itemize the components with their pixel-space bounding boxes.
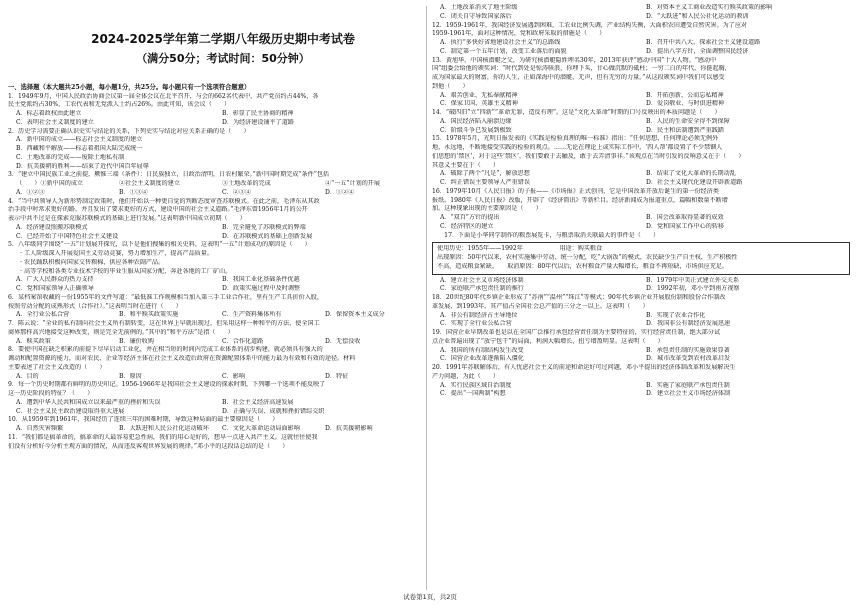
answer-option: D．城市改革受到农村改革启发 [646,355,731,363]
answer-option: B．实现了农业合作化 [646,311,706,319]
question-line: 6．某档案馆收藏的一份1955年的文件写道：“最低准工作规模相当加入第三手工业合作社，里有生产工具折价入股， [8,293,323,301]
answer-option: B．对资本主义工商业改造实行赎买政策的影响 [646,4,773,11]
question-line: 4．“当中共领导人为新形势制定政策时，他们开始以一种更自觉的判断态度审查苏联模式。在此之前，毛泽东从其政 [8,197,320,205]
answer-options-row [432,4,852,13]
answer-option: D．特征 [325,372,349,380]
answer-option: C．②③④ [222,188,252,196]
answer-options-row [432,347,852,356]
answer-option: A．我国的所有制结构发生改变 [440,346,524,354]
answer-options-row [8,145,428,154]
answer-option: D．爱岗敬业、与时俱进精神 [646,100,725,108]
answer-option: A．实行民族区域自治制度 [440,381,512,389]
answer-option: A．建立社会主义市场经济体制 [440,276,524,284]
answer-option: C．经济特区的建立 [440,222,494,230]
question-line: 3．“建立中国民族工业之前提，厥惟三端（条件）：日民族独立，日政治清明，日农村繁荣。”新中国时期完成“条件”包括 [8,171,330,179]
question-line: 们思想的‘禁区’，对于这些‘禁区’，我们要敢于去触及，敢于去弄清事非。”该观点在当时引发的反响意义在于（ ） [432,152,745,160]
answer-option: C．已经开始了中国特色社会主义建设 [16,232,119,240]
answer-options-row [8,189,428,198]
answer-options-row [432,390,852,399]
answer-option: A．艰苦创业、无私奉献精神 [440,91,518,99]
answer-option: D．1992年初，邓小平到南方视察 [646,285,740,293]
answer-option: B．和平赎买政策实施 [119,311,179,319]
answer-option: B．开拓创新、公而忘私精神 [646,91,724,99]
history-label: 使用历史： [437,245,468,253]
answer-options-row [8,163,428,172]
answer-option: C．国营企业改革逐渐陷入僵化 [440,355,524,363]
question-line: 这一历史阶段的特征？（ ） [8,390,94,398]
question-line: 们没有分析好今分析主观方面的情况，从而违反客观世界发展的规律。”邓小平的这段话总结的是（ ） [8,442,289,450]
page-footer: 试卷第1页，共2页 [403,593,457,601]
question-line: 表示中共不过是在探索克服苏联模式的基础上进行发展。”这表明新中国成立初期（ ） [8,215,246,223]
answer-option: C．文化大革命运动局面影响 [222,425,300,433]
answer-options-row [432,127,852,136]
answer-options-row [8,408,428,417]
right-question-list [432,4,852,240]
answer-option: C．党和国家领导人正确领导 [16,285,94,293]
answer-option: D．政策实施过程中及时调整 [222,285,301,293]
answer-option: B．大跃进和人民公社化运动破坏 [119,425,209,433]
grain-ticket-card [432,242,850,274]
question-line: 商界那样高兴地接受这种改变，则是完全无前例的。”其中的“和平方法”是指（ ） [8,328,234,336]
answer-options-row [432,118,852,127]
answer-option: D．社会主义现代化建设开辟新道路 [646,179,743,186]
answer-option: D．抗美援朝的胜利——结束了近代中国百年屈辱 [16,162,149,170]
answer-option: D．在苏联模式的基础上创新发展 [222,232,313,240]
question-line: · 高等学校和各类专业技术学校的毕业生服从国家分配，奔赴各地的工厂矿山。 [8,267,232,275]
use-label: 用途： [559,245,578,253]
answer-option: C．阶级斗争已发展到极致 [440,126,512,134]
answer-option: A．全行业公私合营 [16,311,70,319]
question-line: 17．下面是小华同学制作的粮票展览卡，与粮票取消关联最大的事件是（ ） [432,231,660,239]
question-line: 1959-1961年，面对这种情况，党和政府采取的措施是（ ） [432,30,606,38]
answer-option: D．抗美援朝影响 [325,425,373,433]
question-line: · 农民踊跃积极向国家交售粮棉，供应各种农副产品。 [8,258,165,266]
answer-option: A．国民经济陷入崩溃边缘 [440,117,512,125]
answer-option [222,163,428,172]
answer-option: A．非公有制经济占主导地位 [440,311,518,319]
left-question-list [8,93,428,452]
answer-option: C．家庭联产承包责任制的推行 [440,285,524,293]
answer-options-row [432,92,852,101]
history-value: 1955年——1992年 [467,245,523,253]
answer-option: A．土地改革消灭了地主阶级 [440,4,518,11]
answer-option: B．原因 [119,372,142,380]
question-line: 18．20世纪80年代乡镇企业形成了“苏南”“温州”“珠江”等模式；90年代乡镇企业开展股份制和股份合作制改 [432,294,726,301]
question-line: 8．要使中国在缺乏积累的前提下尽早启动工业化，并在相当短的时间内完成工业体系的初步构建，就必须具有强大的 [8,346,323,354]
answer-options-row [8,276,428,285]
answer-options-row [8,338,428,347]
question-line: 地，永远地，不断地接受实践的检验的观点。……无论在理论上或实际工作中，‘四人帮’都设置了不少禁锢人 [432,144,723,151]
grain-ticket-line-2: 不高，造成粮食紧缺。 取消原因：80年代以后，农村粮食产量大幅增长，粮食不再短缺，市场供应充足。 [437,262,729,270]
question-line: 其意义主要在于（ ） [432,161,500,169]
answer-option: A．遭到中华人民共和国成立以来最严重的挫折和失误 [16,398,161,406]
answer-option: D．“大跃进”和人民公社化运动的教训 [646,12,749,20]
answer-options-row [8,119,428,128]
answer-option: B．结束了文化大革命的长期动乱 [646,170,736,178]
answer-option: B．①③④ [119,188,148,196]
answer-option: D．无偿没收 [325,337,361,345]
answer-option: ④“一五”计划的开展 [325,180,380,188]
question-line: 15．1978年5月，光明日报发表的《实践是检验真理的唯一标准》指出：“任何思想，任何理论必须无例外 [432,135,719,143]
answer-option: A．赎买政策 [16,337,51,345]
answer-option: D．提出八字方针，全面调整国民经济 [646,47,749,55]
answer-option: C．制定第一个五年计划，改变工业落后的面貌 [440,47,567,55]
answer-option: C．影响 [222,372,245,380]
answer-option: ②社会主义制度的建立 [119,180,180,188]
answer-options-row [8,233,428,242]
answer-option: D．①②④ [325,188,355,196]
answer-option: D．建立社会主义市场经济体制 [646,390,731,398]
question-line: 19．国营企业早期改革也是以在全国广泛推行承包经营责任制为主要特征的，实行经营责任制，绝大部分试 [432,329,721,336]
answer-options-row [8,399,428,408]
answer-option: A．自然灾害频繁 [16,425,64,433]
use-value: 购买粮食 [577,245,603,253]
question-line: 产力问题，为此（ ） [432,372,500,380]
left-question-flow [8,84,428,451]
answer-option: A．执行“多快好省地建设社会主义”的总路线 [440,39,561,46]
question-line: 13．黄旭华，中国核潜艇之父，为研究核潜艇隐姓埋名30年，2013年获评“感动中国”十大人物。“感动中 [432,56,717,64]
answer-option: C．生产资料集体所有 [222,311,282,319]
answer-option: B．1979年中美正式建立外交关系 [646,276,740,284]
answer-options-row [432,355,852,364]
left-column [8,0,428,590]
answer-option: B．承包责任制的实施效果显著 [646,346,730,354]
answer-option: B．完全避免了苏联模式的弊端 [222,223,306,231]
answer-options-row [8,224,428,233]
answer-option: C．闭关自守导致国家落后 [440,12,512,20]
answer-option: A．经济建设照搬苏联模式 [16,223,88,231]
question-line: 国”组委会给他的颁奖词：“时代到处是惊涛骇浪，你埋下头，甘心做沉默的砥柱；一穷二白的年代，你挺起胸， [432,65,731,73]
answer-options-row [432,382,852,391]
question-line: · 工人阶级深入开展爱国主义劳动竞赛，努力增加生产，提高产品质量。 [8,250,213,258]
right-question-flow [432,4,852,399]
answer-option: B．彰显了民主协商的精神 [222,110,294,118]
answer-option: B．国会改革取得显著的成效 [646,214,724,221]
answer-option: D．我国非公有制经济发展迅速 [646,320,731,328]
question-line: 16．1979年10月《人民日报》的子报——《市场报》正式创刊，它是中国改革开放后诞生的第一份经济类 [432,187,719,195]
answer-option: D．正确与失误、成就和挫折错综交织 [222,407,325,415]
right-question-list-2 [432,277,852,400]
answer-option: C．表明社会主义制度的建立 [16,118,94,126]
question-line: 2．历史学习需要正确认识史实与结论的关系，下列史实与结论对应关系正确的是（ ） [8,127,250,135]
answer-option: D．党和国家工作中心的转移 [646,222,725,230]
answer-option: A．破除了两个“凡是”，解放思想 [440,170,530,178]
answer-options-row [432,320,852,329]
answer-option: B．召开中共八大，探索社会主义建设道路 [646,39,761,46]
answer-option: ③土地改革的完成 [222,180,271,188]
question-line: 加。这种现象出现的主要原因是（ ） [432,205,542,213]
answer-option [222,154,428,163]
answer-options-row [8,285,428,294]
answer-options-row [8,311,428,320]
question-line: 成为国家最大的财富，你的人生，正如深海中的潜艇，无声，但有无穷的力量。”从这段颁奖词中我们可以感受 [432,74,725,81]
grain-ticket-line-1: 出现原因：50年代以来，农村实施集中劳动、统一分配，吃“大锅饭”的模式，农民缺少生产自主权，生产积极性 [437,254,738,261]
question-line: 14．“破四旧”立“四新”“革命无罪，造反有理”。这是“文化大革命”时期的口号反映出的本质问题是（ ） [432,109,721,116]
question-line: 治手段中时常求更好的路，并且发出了要求更好的方式，建设中国的社会主义道路。”毛泽东曾1956年1月的公开 [8,206,308,214]
exam-subtitle: （满分50分；考试时间：50分钟） [136,52,310,65]
answer-option: C．纠正错误主要领导人严重错误 [440,179,530,186]
answer-option: A．“双百”方针的提出 [440,214,500,221]
question-line: 1．1949年9月，中国人民政治协商会议第一届全体会议在北平召开，与会的662名代表中，共产党员约占44%，各 [8,92,319,100]
answer-option: （ ）①新中国的成立 [16,180,84,188]
answer-option: A．广大人民群众的热力支持 [16,276,94,284]
answer-options-row [8,180,428,189]
answer-option: B．实施了家庭联产承包责任制 [646,381,730,389]
answer-option: A．标志着政权由此建立 [16,110,82,118]
answer-options-row [432,277,852,286]
answer-option: C．实现了全行业公私合营 [440,320,512,328]
question-line: 7．陈云说：“全业的私有制向社会主义所有制转变，这在世界上早就出现过，但采用这样一种和平的方法，使全国工 [8,320,320,328]
question-line: 按照劳动分配的成熟形式（合作社）。”这表明当时在进行（ ） [8,302,182,310]
answer-option [222,136,428,145]
answer-options-row [8,154,428,163]
answer-options-row [432,312,852,321]
question-line: 5．八年级同学围绕“一五”计划展开探究，以下是他们搜集的相关史料，这表明“一五”计划成功的原因是（ ） [8,241,311,249]
answer-option: D．保留资本主义成分 [325,311,385,319]
answer-options-row [432,170,852,179]
question-line: 调动和配置资源的能力，而对农民、企业等经济主体在社会主义改造后政府在资源配置体系中的能力最为有效和有效的途径。材料 [8,355,356,363]
answer-option: A．新中国的成立——标志社会主义制度的建立 [16,136,143,144]
answer-options-row [432,48,852,57]
answer-options-row [8,373,428,382]
answer-option: C．保家卫国、英雄主义精神 [440,100,518,108]
answer-option: B．社会主义经济高速发展 [222,398,294,406]
answer-option: B．我国工业化基础条件优越 [222,276,300,284]
answer-options-row [432,100,852,109]
answer-options-row [8,110,428,119]
answer-options-row [432,214,852,223]
answer-option: C．合作化道路 [222,337,264,345]
answer-options-row [8,136,428,145]
question-line: 主要表述了社会主义改造的（ ） [8,363,106,371]
answer-option: C．提出“一国两制”构想 [440,390,506,398]
answer-options-row [8,425,428,434]
answer-option: A．①②③ [16,188,45,196]
answer-options-row [432,39,852,48]
question-line: 报纸。1980年《人民日报》改版，开辟了《经济简讯》等新栏目。经济新闻成为报道重点，篇幅和数量不断增 [432,196,728,204]
answer-option: A．目的 [16,372,39,380]
column-divider [426,6,427,590]
question-line: 20．1991年苏联解体后，有人忧虑社会主义的前途和命运好可过问题，邓小平提出的经济体制改革和发展解决生 [432,364,736,371]
answer-option: C．土地改革的完成——废除土地私有制 [16,153,125,161]
answer-option: B．西藏和平解放——标志着祖国大陆完成统一 [16,145,143,153]
answer-option: C．社会主义民主政治建设取得重大进展 [16,407,125,415]
question-line: 民主党派约占30%，工农代表和无党派人士约占26%。由此可知，该会议（ ） [8,101,231,109]
answer-option: D．为经济建设铺平了道路 [222,118,294,126]
answer-option [222,145,428,154]
answer-option: D．民主和法制遭到严重践踏 [646,126,725,134]
question-line: 9．每一个历史时期都有鲜明的历史印记。1956-1966年是我国社会主义建设的探索时期，下列哪一个选项不能反映了 [8,381,326,389]
right-column [432,0,852,590]
question-line: 10．从1959年到1961年，我国经历了连续三年的困难时期，导致这种局面的最主要原因是（ ） [8,416,279,424]
section-heading: 一、选择题（本大题共25小题，每小题1分，共25分。每小题只有一个选项符合题意） [8,84,251,91]
exam-title: 2024-2025学年第二学期八年级历史期中考试卷 [91,32,355,46]
question-line: 12．1959-1961年，我国经济发展遇到困难，工农业比例失调，产业结构失衡，大面积农田遭受自然灾害。为了应对 [432,21,748,29]
answer-options-row [432,223,852,232]
question-line: 革发展，到1993年，其产值占全国社会总产值的三分之一以上。这表明（ ） [432,302,649,310]
answer-options-row [432,285,852,294]
answer-option: B．廉价收购 [119,337,154,345]
question-line: 到他（ ） [432,82,469,90]
answer-options-row [432,179,852,188]
answer-options-row [432,13,852,22]
question-line: 11．“我们都是搞革命的，搞革命的人最容易犯急性病，我们的用心是好的，想早一点进入共产主义。这就往往使我 [8,433,318,441]
answer-option: B．人民的生命安全得不到保障 [646,117,730,125]
question-line: 点企业普遍出现了“放宁包干”的局面，利润大幅增长，扭亏增盈明显。这表明（ ） [432,337,664,345]
grain-ticket-header [437,245,845,254]
